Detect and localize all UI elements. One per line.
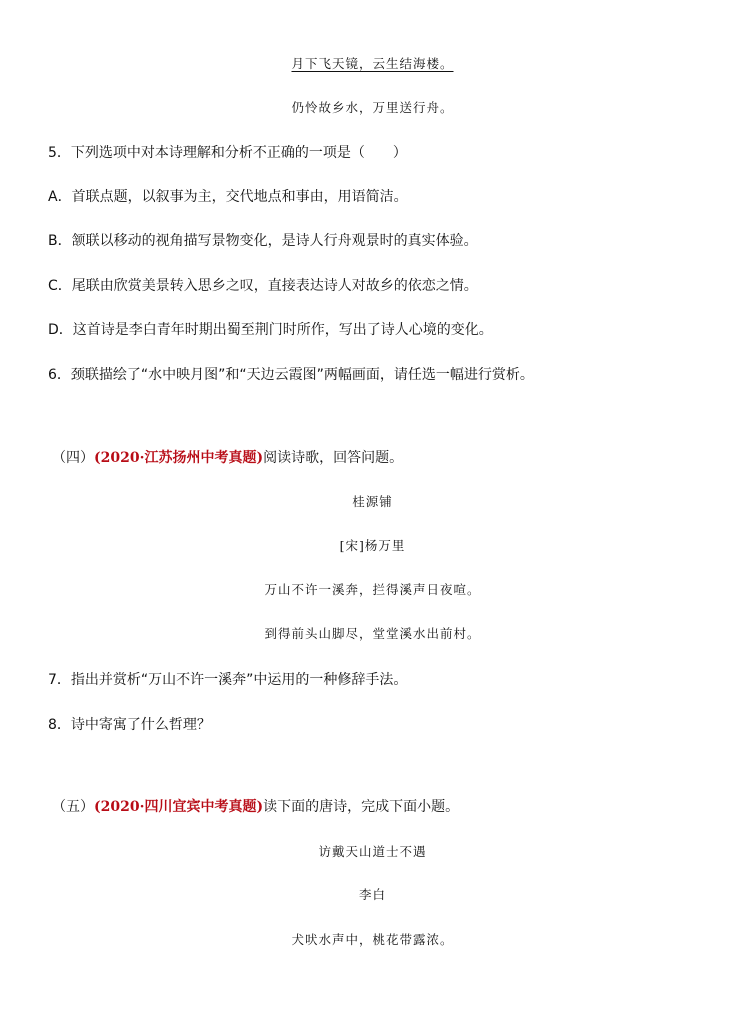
- poem-author: [宋]杨万里: [339, 538, 406, 553]
- exam-source: (2020·四川宜宾中考真题): [94, 799, 264, 815]
- section-number: （五）: [52, 799, 94, 815]
- option-d: D．这首诗是李白青年时期出蜀至荆门时所作，写出了诗人心境的变化。: [48, 322, 493, 338]
- section-4-heading: [52, 448, 403, 468]
- section-instruction: 读下面的唐诗，完成下面小题。: [263, 799, 460, 815]
- poem-title: 访戴天山道士不遇: [318, 844, 427, 859]
- option-a: A．首联点题，以叙事为主，交代地点和事由，用语简洁。: [48, 189, 408, 205]
- poem-line: 犬吠水声中，桃花带露浓。: [291, 932, 454, 947]
- question-7: 7．指出并赏析“万山不许一溪奔”中运用的一种修辞手法。: [48, 672, 408, 688]
- poem-line: 仍怜故乡水，万里送行舟。: [291, 100, 454, 115]
- poem-line: 到得前头山脚尽，堂堂溪水出前村。: [264, 626, 481, 641]
- question-6: 6．颈联描绘了“水中映月图”和“天边云霞图”两幅画面，请任选一幅进行赏析。: [48, 367, 534, 383]
- question-5: 5．下列选项中对本诗理解和分析不正确的一项是（ ）: [48, 145, 407, 161]
- poem-line: 万山不许一溪奔，拦得溪声日夜喧。: [264, 582, 481, 597]
- question-8: 8．诗中寄寓了什么哲理？: [48, 717, 211, 733]
- option-b: B．颔联以移动的视角描写景物变化，是诗人行舟观景时的真实体验。: [48, 233, 478, 249]
- poem-line: 月下飞天镜，云生结海楼。: [291, 56, 454, 71]
- poem-title: 桂源铺: [352, 494, 393, 509]
- section-instruction: 阅读诗歌，回答问题。: [263, 450, 404, 466]
- section-number: （四）: [52, 450, 94, 466]
- poem-author: 李白: [358, 887, 386, 902]
- option-c: C．尾联由欣赏美景转入思乡之叹，直接表达诗人对故乡的依恋之情。: [48, 278, 478, 294]
- exam-source: (2020·江苏扬州中考真题): [94, 450, 264, 466]
- section-5-heading: [52, 797, 459, 817]
